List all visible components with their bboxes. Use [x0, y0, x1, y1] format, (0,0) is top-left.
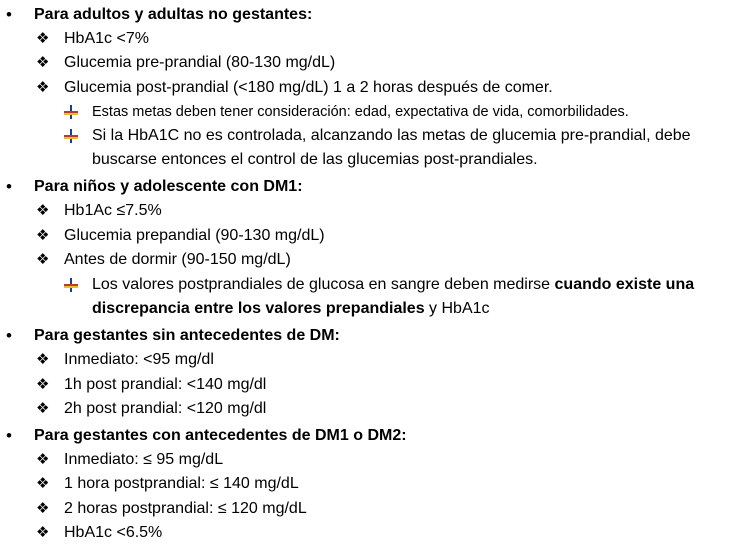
- item-text: Glucemia pre-prandial (80-130 mg/dL): [64, 54, 336, 71]
- item-text: 1h post prandial: <140 mg/dl: [64, 376, 267, 393]
- diamond-marker: ❖: [36, 227, 50, 244]
- bullet-marker: •: [6, 5, 12, 24]
- item-text: 1 hora postprandial: ≤ 140 mg/dL: [64, 475, 299, 492]
- item-text: Glucemia post-prandial (<180 mg/dL) 1 a 2 horas después de comer.: [64, 79, 553, 96]
- item-text: HbA1c <6.5%: [64, 524, 163, 541]
- heading-text: Para gestantes con antecedentes de DM1 o DM2:: [34, 427, 407, 444]
- bullet-marker: •: [6, 326, 12, 345]
- diamond-marker: ❖: [36, 475, 50, 492]
- arrow-marker-icon: [64, 105, 78, 119]
- diamond-marker: ❖: [36, 54, 50, 71]
- sub-item-text: [92, 275, 694, 295]
- sub-item-text: Si la HbA1C no es controlada, alcanzando las metas de glucemia pre-prandial, debe: [92, 127, 691, 144]
- item-text: Inmediato: ≤ 95 mg/dL: [64, 451, 224, 468]
- sub-item-text-bold: discrepancia entre los valores prepandiales: [92, 300, 425, 317]
- heading-text: Para adultos y adultas no gestantes:: [34, 6, 313, 23]
- item-text: Hb1Ac ≤7.5%: [64, 202, 162, 219]
- diamond-marker: ❖: [36, 376, 50, 393]
- diamond-marker: ❖: [36, 351, 50, 368]
- item-text: 2h post prandial: <120 mg/dl: [64, 400, 267, 417]
- sub-item-text-normal: Los valores postprandiales de glucosa en sangre deben medirse: [92, 276, 555, 293]
- diamond-marker: ❖: [36, 202, 50, 219]
- heading-text: Para gestantes sin antecedentes de DM:: [34, 327, 340, 344]
- diamond-marker: ❖: [36, 524, 50, 541]
- bullet-marker: •: [6, 426, 12, 445]
- diamond-marker: ❖: [36, 500, 50, 517]
- sub-item-text-bold: cuando existe una: [554, 276, 695, 293]
- sub-item-text: Estas metas deben tener consideración: edad, expectativa de vida, comorbilidades.: [92, 104, 629, 120]
- item-text: Inmediato: <95 mg/dl: [64, 351, 214, 368]
- diamond-marker: ❖: [36, 30, 50, 47]
- item-text: Glucemia prepandial (90-130 mg/dL): [64, 227, 325, 244]
- arrow-marker-icon: [64, 129, 78, 143]
- sub-item-text-normal: y HbA1c: [424, 300, 490, 317]
- item-text: 2 horas postprandial: ≤ 120 mg/dL: [64, 500, 307, 517]
- sub-item-continuation: [92, 299, 490, 319]
- arrow-marker-icon: [64, 278, 78, 292]
- bullet-marker: •: [6, 177, 12, 196]
- diamond-marker: ❖: [36, 400, 50, 417]
- diamond-marker: ❖: [36, 251, 50, 268]
- heading-text: Para niños y adolescente con DM1:: [34, 178, 303, 195]
- sub-item-continuation: buscarse entonces el control de las glucemias post-prandiales.: [92, 151, 538, 168]
- item-text: HbA1c <7%: [64, 30, 149, 47]
- diamond-marker: ❖: [36, 451, 50, 468]
- diamond-marker: ❖: [36, 79, 50, 96]
- item-text: Antes de dormir (90-150 mg/dL): [64, 251, 291, 268]
